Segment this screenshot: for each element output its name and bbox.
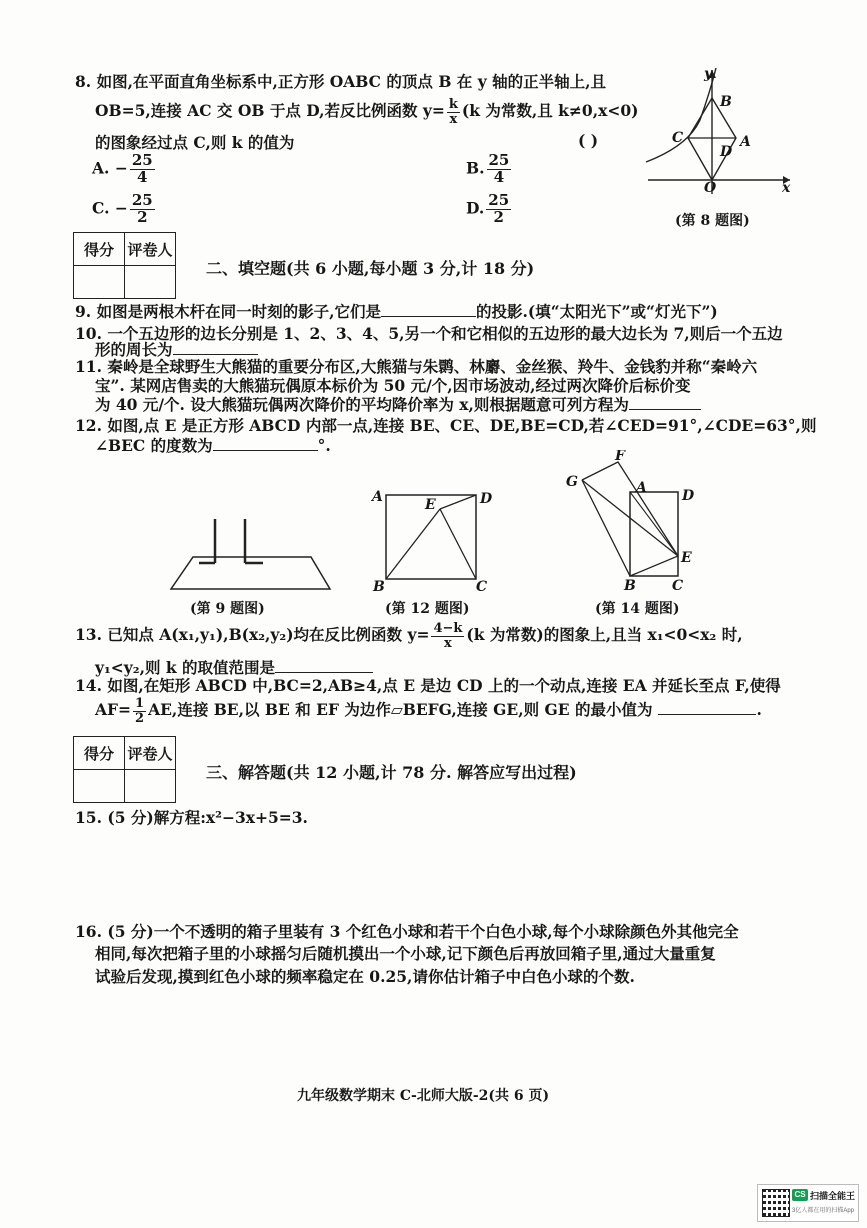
- label-B: B: [720, 94, 732, 110]
- q8-line1: 8. 如图,在平面直角坐标系中,正方形 OABC 的顶点 B 在 y 轴的正半轴上,且: [75, 72, 607, 91]
- qr-code-icon: [762, 1189, 790, 1217]
- q8-answer-paren: ( ): [578, 131, 599, 150]
- q8-fraction: $\frac{k}{x}$: [448, 97, 458, 127]
- label-A: A: [740, 134, 751, 150]
- q13-answer-blank[interactable]: [275, 658, 373, 673]
- grader-cell[interactable]: [125, 266, 176, 299]
- q16-line3: 试验后发现,摸到红色小球的频率稳定在 0.25,请你估计箱子中白色小球的个数.: [95, 967, 635, 986]
- q14-line1: 14. 如图,在矩形 ABCD 中,BC=2,AB≥4,点 E 是边 CD 上的一个动点,连接 EA 并延长至点 F,使得: [75, 676, 781, 695]
- label-x: x: [782, 180, 791, 196]
- figure-12: [370, 485, 495, 595]
- label-C: C: [476, 579, 488, 595]
- q10-line2: 形的周长为: [95, 338, 258, 360]
- segment-CE: [440, 509, 476, 579]
- q16-line2: 相同,每次把箱子里的小球摇匀后随机摸出一个小球,记下颜色后再放回箱子里,通过大量重复: [95, 944, 716, 963]
- label-A: A: [636, 480, 647, 496]
- score-table-1: 得分 评卷人: [73, 232, 176, 299]
- figure-9: [165, 505, 340, 595]
- section-3-title: 三、解答题(共 12 小题,计 78 分. 解答应写出过程): [206, 763, 577, 782]
- figure-9-caption: (第 9 题图): [190, 601, 265, 617]
- score-cell[interactable]: [74, 266, 125, 299]
- label-y: y: [704, 66, 713, 82]
- q16-line1: 16. (5 分)一个不透明的箱子里装有 3 个红色小球和若干个白色小球,每个小球除颜色外其他完全: [75, 922, 739, 941]
- label-G: G: [566, 474, 578, 490]
- q14-answer-blank[interactable]: [658, 700, 756, 715]
- hyperbola-curve: [646, 68, 716, 162]
- q11-line3: 为 40 元/个. 设大熊猫玩偶两次降价的平均降价率为 x,则根据题意可列方程为: [95, 393, 701, 415]
- q12-answer-blank[interactable]: [213, 436, 318, 451]
- figure-12-caption: (第 12 题图): [385, 601, 470, 617]
- q10-answer-blank[interactable]: [173, 340, 258, 355]
- q10-line1: 10. 一个五边形的边长分别是 1、2、3、4、5,另一个和它相似的五边形的最大边长为 7,则后一个五边: [75, 324, 783, 343]
- section-2-title: 二、填空题(共 6 小题,每小题 3 分,计 18 分): [206, 259, 535, 278]
- score-table-2: 得分 评卷人: [73, 736, 176, 803]
- q9-answer-blank[interactable]: [381, 302, 476, 317]
- q8-option-d: D. $\frac{25}{2}$: [466, 191, 510, 226]
- cs-scanner-logo-icon: CS: [792, 1189, 808, 1201]
- q8-option-c: C. − $\frac{25}{2}$: [92, 191, 153, 226]
- figure-14-caption: (第 14 题图): [595, 601, 680, 617]
- q8-line3: 的图象经过点 C,则 k 的值为: [95, 133, 295, 152]
- q16-answer-area[interactable]: [95, 990, 815, 1070]
- label-D: D: [480, 491, 493, 507]
- q14-line2: AF= $\frac{1}{2}$ AE,连接 BE,以 BE 和 EF 为边作▱BEFG,连接 GE,则 GE 的最小值为 .: [95, 696, 762, 726]
- figure-14: [560, 450, 710, 595]
- scanner-badge: CS 扫描全能王 3亿人都在用的扫描App: [757, 1184, 859, 1222]
- q15: 15. (5 分)解方程:x²−3x+5=3.: [75, 808, 308, 827]
- segment-DE: [440, 495, 476, 509]
- q9: 9. 如图是两根木杆在同一时刻的影子,它们是 的投影.(填“太阳光下”或“灯光下”): [75, 302, 718, 321]
- q11-line1: 11. 秦岭是全球野生大熊猫的重要分布区,大熊猫与朱鹮、林麝、金丝猴、羚牛、金钱豹并称“秦岭六: [75, 357, 758, 376]
- label-D: D: [682, 488, 695, 504]
- label-B: B: [624, 578, 636, 594]
- score-cell[interactable]: [74, 770, 125, 803]
- q8-option-b: B. $\frac{25}{4}$: [466, 151, 510, 186]
- q12-line1: 12. 如图,点 E 是正方形 ABCD 内部一点,连接 BE、CE、DE,BE=CD,若∠CED=91°,∠CDE=63°,则: [75, 416, 817, 435]
- page-footer: 九年级数学期末 C-北师大版-2(共 6 页): [297, 1088, 550, 1104]
- label-C: C: [672, 130, 684, 146]
- label-D: D: [720, 144, 733, 160]
- label-A: A: [372, 489, 383, 505]
- label-F: F: [615, 450, 625, 464]
- q11-line2: 宝”. 某网店售卖的大熊猫玩偶原本标价为 50 元/个,因市场波动,经过两次降价后标价变: [95, 376, 691, 395]
- q8-option-a: A. − $\frac{25}{4}$: [92, 151, 153, 186]
- label-O: O: [704, 180, 717, 196]
- figure-8: [640, 62, 800, 202]
- figure-8-caption: (第 8 题图): [675, 213, 750, 229]
- q12-line2: ∠BEC 的度数为 °.: [95, 436, 331, 455]
- grader-cell[interactable]: [125, 770, 176, 803]
- label-C: C: [672, 578, 684, 594]
- q11-answer-blank[interactable]: [629, 395, 701, 410]
- label-E: E: [425, 497, 436, 513]
- rectangle-ABCD: [630, 492, 678, 576]
- q8-line2: OB=5,连接 AC 交 OB 于点 D,若反比例函数 y= $\frac{k}{x}$ (k 为常数,且 k≠0,x<0): [95, 97, 639, 127]
- q13-line2: y₁<y₂,则 k 的取值范围是: [95, 656, 373, 678]
- q15-answer-area[interactable]: [95, 830, 815, 910]
- q13-line1: 13. 已知点 A(x₁,y₁),B(x₂,y₂)均在反比例函数 y= $\frac{4-k}{x}$ (k 为常数)的图象上,且当 x₁<0<x₂ 时,: [75, 621, 743, 651]
- label-B: B: [373, 579, 385, 595]
- segment-BE: [386, 509, 440, 579]
- label-E: E: [681, 550, 692, 566]
